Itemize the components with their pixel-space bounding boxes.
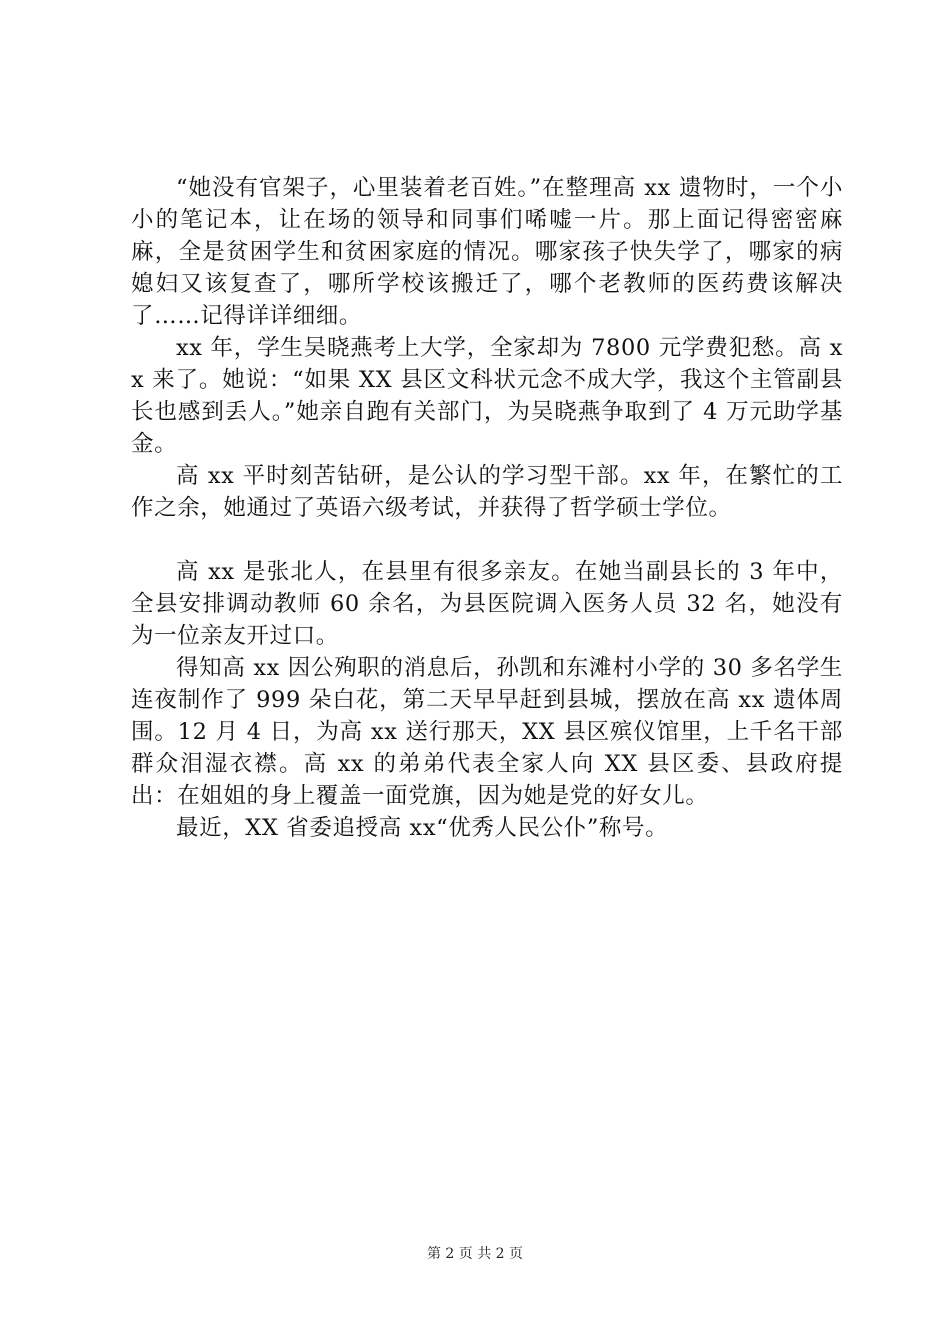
- document-body: [131, 172, 843, 844]
- paragraph-tuition: xx 年，学生吴晓燕考上大学，全家却为 7800 元学费犯愁。高 xx 来了。她说：“如果 XX 县区文科状元念不成大学，我这个主管副县长也感到丢人。”她亲自跑有关部门，为吴晓燕争取到了 4 万元助学基金。: [131, 335, 843, 457]
- paragraph-study: 高 xx 平时刻苦钻研，是公认的学习型干部。xx 年，在繁忙的工作之余，她通过了英语六级考试，并获得了哲学硕士学位。: [131, 463, 843, 521]
- paragraph-farewell: 得知高 xx 因公殉职的消息后，孙凯和东滩村小学的 30 多名学生连夜制作了 999 朵白花，第二天早早赶到县城，摆放在高 xx 遗体周围。12 月 4 日，为高 xx 送行那天，XX 县区殡仪馆里，上千名干部群众泪湿衣襟。高 xx 的弟弟代表全家人向 XX 县区委、县政府提出：在姐姐的身上覆盖一面党旗，因为她是党的好女儿。: [131, 655, 843, 809]
- page-footer: 第 2 页 共 2 页: [426, 1246, 524, 1262]
- paragraph-relatives: 高 xx 是张北人，在县里有很多亲友。在她当副县长的 3 年中，全县安排调动教师 60 余名，为县医院调入医务人员 32 名，她没有为一位亲友开过口。: [131, 559, 843, 649]
- paragraph-notebook: “她没有官架子，心里装着老百姓。”在整理高 xx 遗物时，一个小小的笔记本，让在场的领导和同事们唏嘘一片。那上面记得密密麻麻，全是贫困学生和贫困家庭的情况。哪家孩子快失学了，哪家的病媳妇又该复查了，哪所学校该搬迁了，哪个老教师的医药费该解决了……记得详详细细。: [131, 175, 843, 329]
- paragraph-honor: 最近，XX 省委追授高 xx“优秀人民公仆”称号。: [176, 815, 669, 841]
